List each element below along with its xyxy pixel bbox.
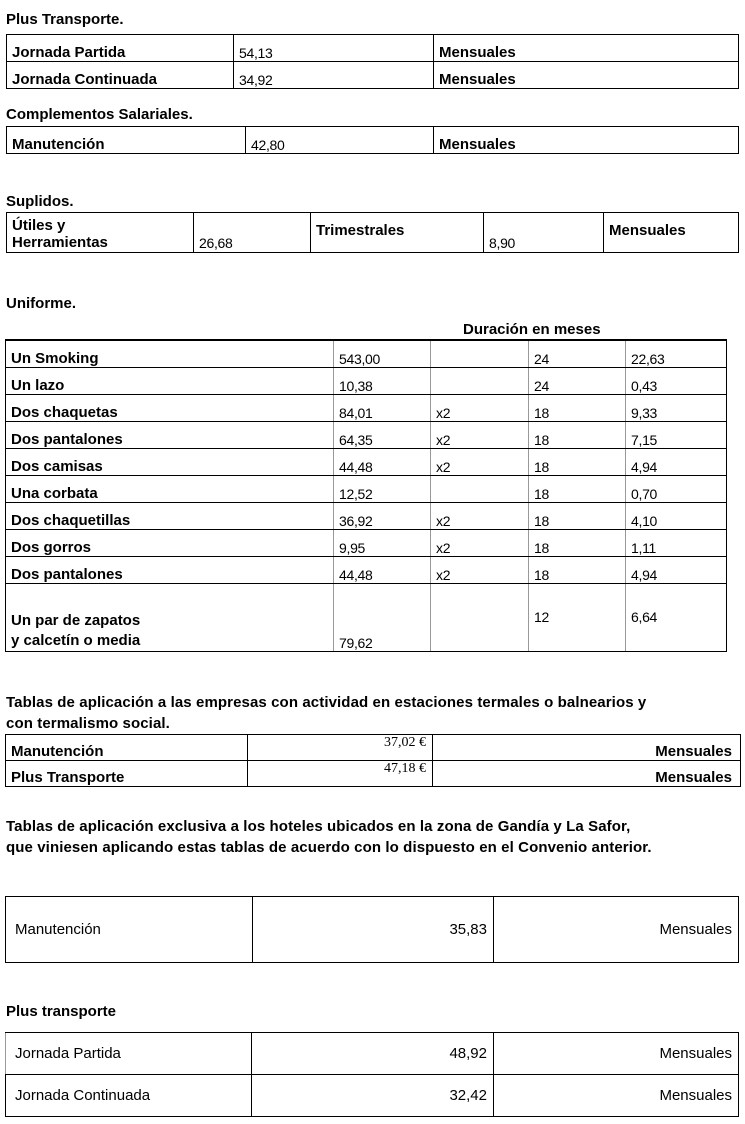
section-title-uniforme: Uniforme. <box>6 295 77 312</box>
row-period: Mensuales <box>434 35 739 62</box>
item-name: Un Smoking <box>6 340 334 367</box>
table-row <box>6 556 727 583</box>
item-multiplier <box>431 340 529 367</box>
item-name <box>6 583 334 651</box>
uniforme-table <box>5 339 727 652</box>
value-mensual: 8,90 <box>484 213 604 253</box>
section-title-suplidos: Suplidos. <box>6 193 74 210</box>
row-label: Plus Transporte <box>6 761 248 787</box>
item-monthly: 7,15 <box>626 421 727 448</box>
row-period: Mensuales <box>433 735 741 761</box>
item-monthly: 0,70 <box>626 475 727 502</box>
table-row <box>6 448 727 475</box>
item-monthly: 22,63 <box>626 340 727 367</box>
item-name-line-2: y calcetín o media <box>11 631 141 649</box>
item-monthly: 4,10 <box>626 502 727 529</box>
suplidos-table <box>6 212 739 253</box>
label-line-1: Útiles y <box>12 217 66 234</box>
row-period: Mensuales <box>434 62 739 89</box>
item-price: 44,48 <box>334 448 431 475</box>
item-price: 36,92 <box>334 502 431 529</box>
row-period: Mensuales <box>494 897 739 963</box>
row-period: Mensuales <box>494 1033 739 1075</box>
item-monthly: 4,94 <box>626 556 727 583</box>
item-name: Dos pantalones <box>6 421 334 448</box>
table-row <box>6 367 727 394</box>
item-multiplier <box>431 583 529 651</box>
table-row <box>6 735 741 761</box>
row-label: Manutención <box>7 127 246 154</box>
row-label: Jornada Partida <box>6 1033 252 1075</box>
item-multiplier <box>431 367 529 394</box>
item-monthly: 1,11 <box>626 529 727 556</box>
gandia-title-line-1: Tablas de aplicación exclusiva a los hoteles ubicados en la zona de Gandía y La Safor, <box>6 818 631 835</box>
table-row <box>7 35 739 62</box>
item-multiplier: x2 <box>431 448 529 475</box>
item-price: 79,62 <box>334 583 431 651</box>
table-row <box>6 583 727 651</box>
gandia-title <box>6 816 745 858</box>
item-price: 84,01 <box>334 394 431 421</box>
item-name: Una corbata <box>6 475 334 502</box>
termales-table <box>5 734 741 787</box>
gandia-plus-title: Plus transporte <box>6 1003 117 1020</box>
row-label: Jornada Partida <box>7 35 234 62</box>
item-months: 24 <box>529 367 626 394</box>
item-monthly: 9,33 <box>626 394 727 421</box>
item-monthly: 4,94 <box>626 448 727 475</box>
table-row <box>7 213 739 253</box>
termales-title-line-1: Tablas de aplicación a las empresas con actividad en estaciones termales o balnearios y <box>6 694 647 711</box>
item-name: Dos chaquetillas <box>6 502 334 529</box>
section-title-plus-transporte: Plus Transporte. <box>6 11 124 28</box>
item-multiplier: x2 <box>431 502 529 529</box>
row-value: 48,92 <box>252 1033 494 1075</box>
item-name: Un lazo <box>6 367 334 394</box>
period-mensual: Mensuales <box>604 213 739 253</box>
table-row <box>6 1075 739 1117</box>
termales-title <box>6 692 741 734</box>
complementos-table <box>6 126 739 154</box>
row-value: 42,80 <box>246 127 434 154</box>
item-multiplier: x2 <box>431 421 529 448</box>
item-multiplier: x2 <box>431 556 529 583</box>
duration-header: Duración en meses <box>463 321 601 338</box>
table-row <box>6 1033 739 1075</box>
item-months: 18 <box>529 448 626 475</box>
item-months: 18 <box>529 556 626 583</box>
item-name: Dos pantalones <box>6 556 334 583</box>
row-period: Mensuales <box>433 761 741 787</box>
item-name: Dos camisas <box>6 448 334 475</box>
label-line-2: Herramientas <box>12 234 108 251</box>
table-row <box>6 529 727 556</box>
period-trimestral: Trimestrales <box>311 213 484 253</box>
row-value: 32,42 <box>252 1075 494 1117</box>
row-label: Manutención <box>6 735 248 761</box>
item-months: 18 <box>529 421 626 448</box>
termales-title-line-2: con termalismo social. <box>6 715 170 732</box>
value-trimestral: 26,68 <box>194 213 311 253</box>
item-price: 44,48 <box>334 556 431 583</box>
item-months: 18 <box>529 529 626 556</box>
item-price: 9,95 <box>334 529 431 556</box>
item-months: 24 <box>529 340 626 367</box>
table-row <box>6 394 727 421</box>
row-value: 47,18 € <box>248 761 433 787</box>
table-row <box>7 127 739 154</box>
item-price: 10,38 <box>334 367 431 394</box>
item-multiplier: x2 <box>431 529 529 556</box>
item-months: 18 <box>529 475 626 502</box>
row-value: 35,83 <box>253 897 494 963</box>
gandia-manutencion-table <box>5 896 739 963</box>
table-row <box>6 340 727 367</box>
table-row <box>6 761 741 787</box>
table-row <box>6 475 727 502</box>
item-months: 12 <box>529 583 626 651</box>
item-monthly: 0,43 <box>626 367 727 394</box>
gandia-title-line-2: que viniesen aplicando estas tablas de acuerdo con lo dispuesto en el Convenio anterior. <box>6 839 652 856</box>
item-name: Dos gorros <box>6 529 334 556</box>
table-row <box>6 897 739 963</box>
item-price: 64,35 <box>334 421 431 448</box>
row-value: 37,02 € <box>248 735 433 761</box>
row-period: Mensuales <box>494 1075 739 1117</box>
item-name-line-1: Un par de zapatos <box>11 611 141 629</box>
table-row <box>7 62 739 89</box>
row-label: Manutención <box>6 897 253 963</box>
row-value: 54,13 <box>234 35 434 62</box>
table-row <box>6 421 727 448</box>
row-period: Mensuales <box>434 127 739 154</box>
table-row <box>6 502 727 529</box>
item-monthly: 6,64 <box>626 583 727 651</box>
row-label <box>7 213 194 253</box>
item-price: 543,00 <box>334 340 431 367</box>
item-name: Dos chaquetas <box>6 394 334 421</box>
row-label: Jornada Continuada <box>7 62 234 89</box>
item-price: 12,52 <box>334 475 431 502</box>
gandia-plus-table <box>5 1032 739 1117</box>
row-value: 34,92 <box>234 62 434 89</box>
item-months: 18 <box>529 502 626 529</box>
row-label: Jornada Continuada <box>6 1075 252 1117</box>
plus-transporte-table <box>6 34 739 89</box>
section-title-complementos: Complementos Salariales. <box>6 106 193 123</box>
item-months: 18 <box>529 394 626 421</box>
item-multiplier <box>431 475 529 502</box>
item-multiplier: x2 <box>431 394 529 421</box>
